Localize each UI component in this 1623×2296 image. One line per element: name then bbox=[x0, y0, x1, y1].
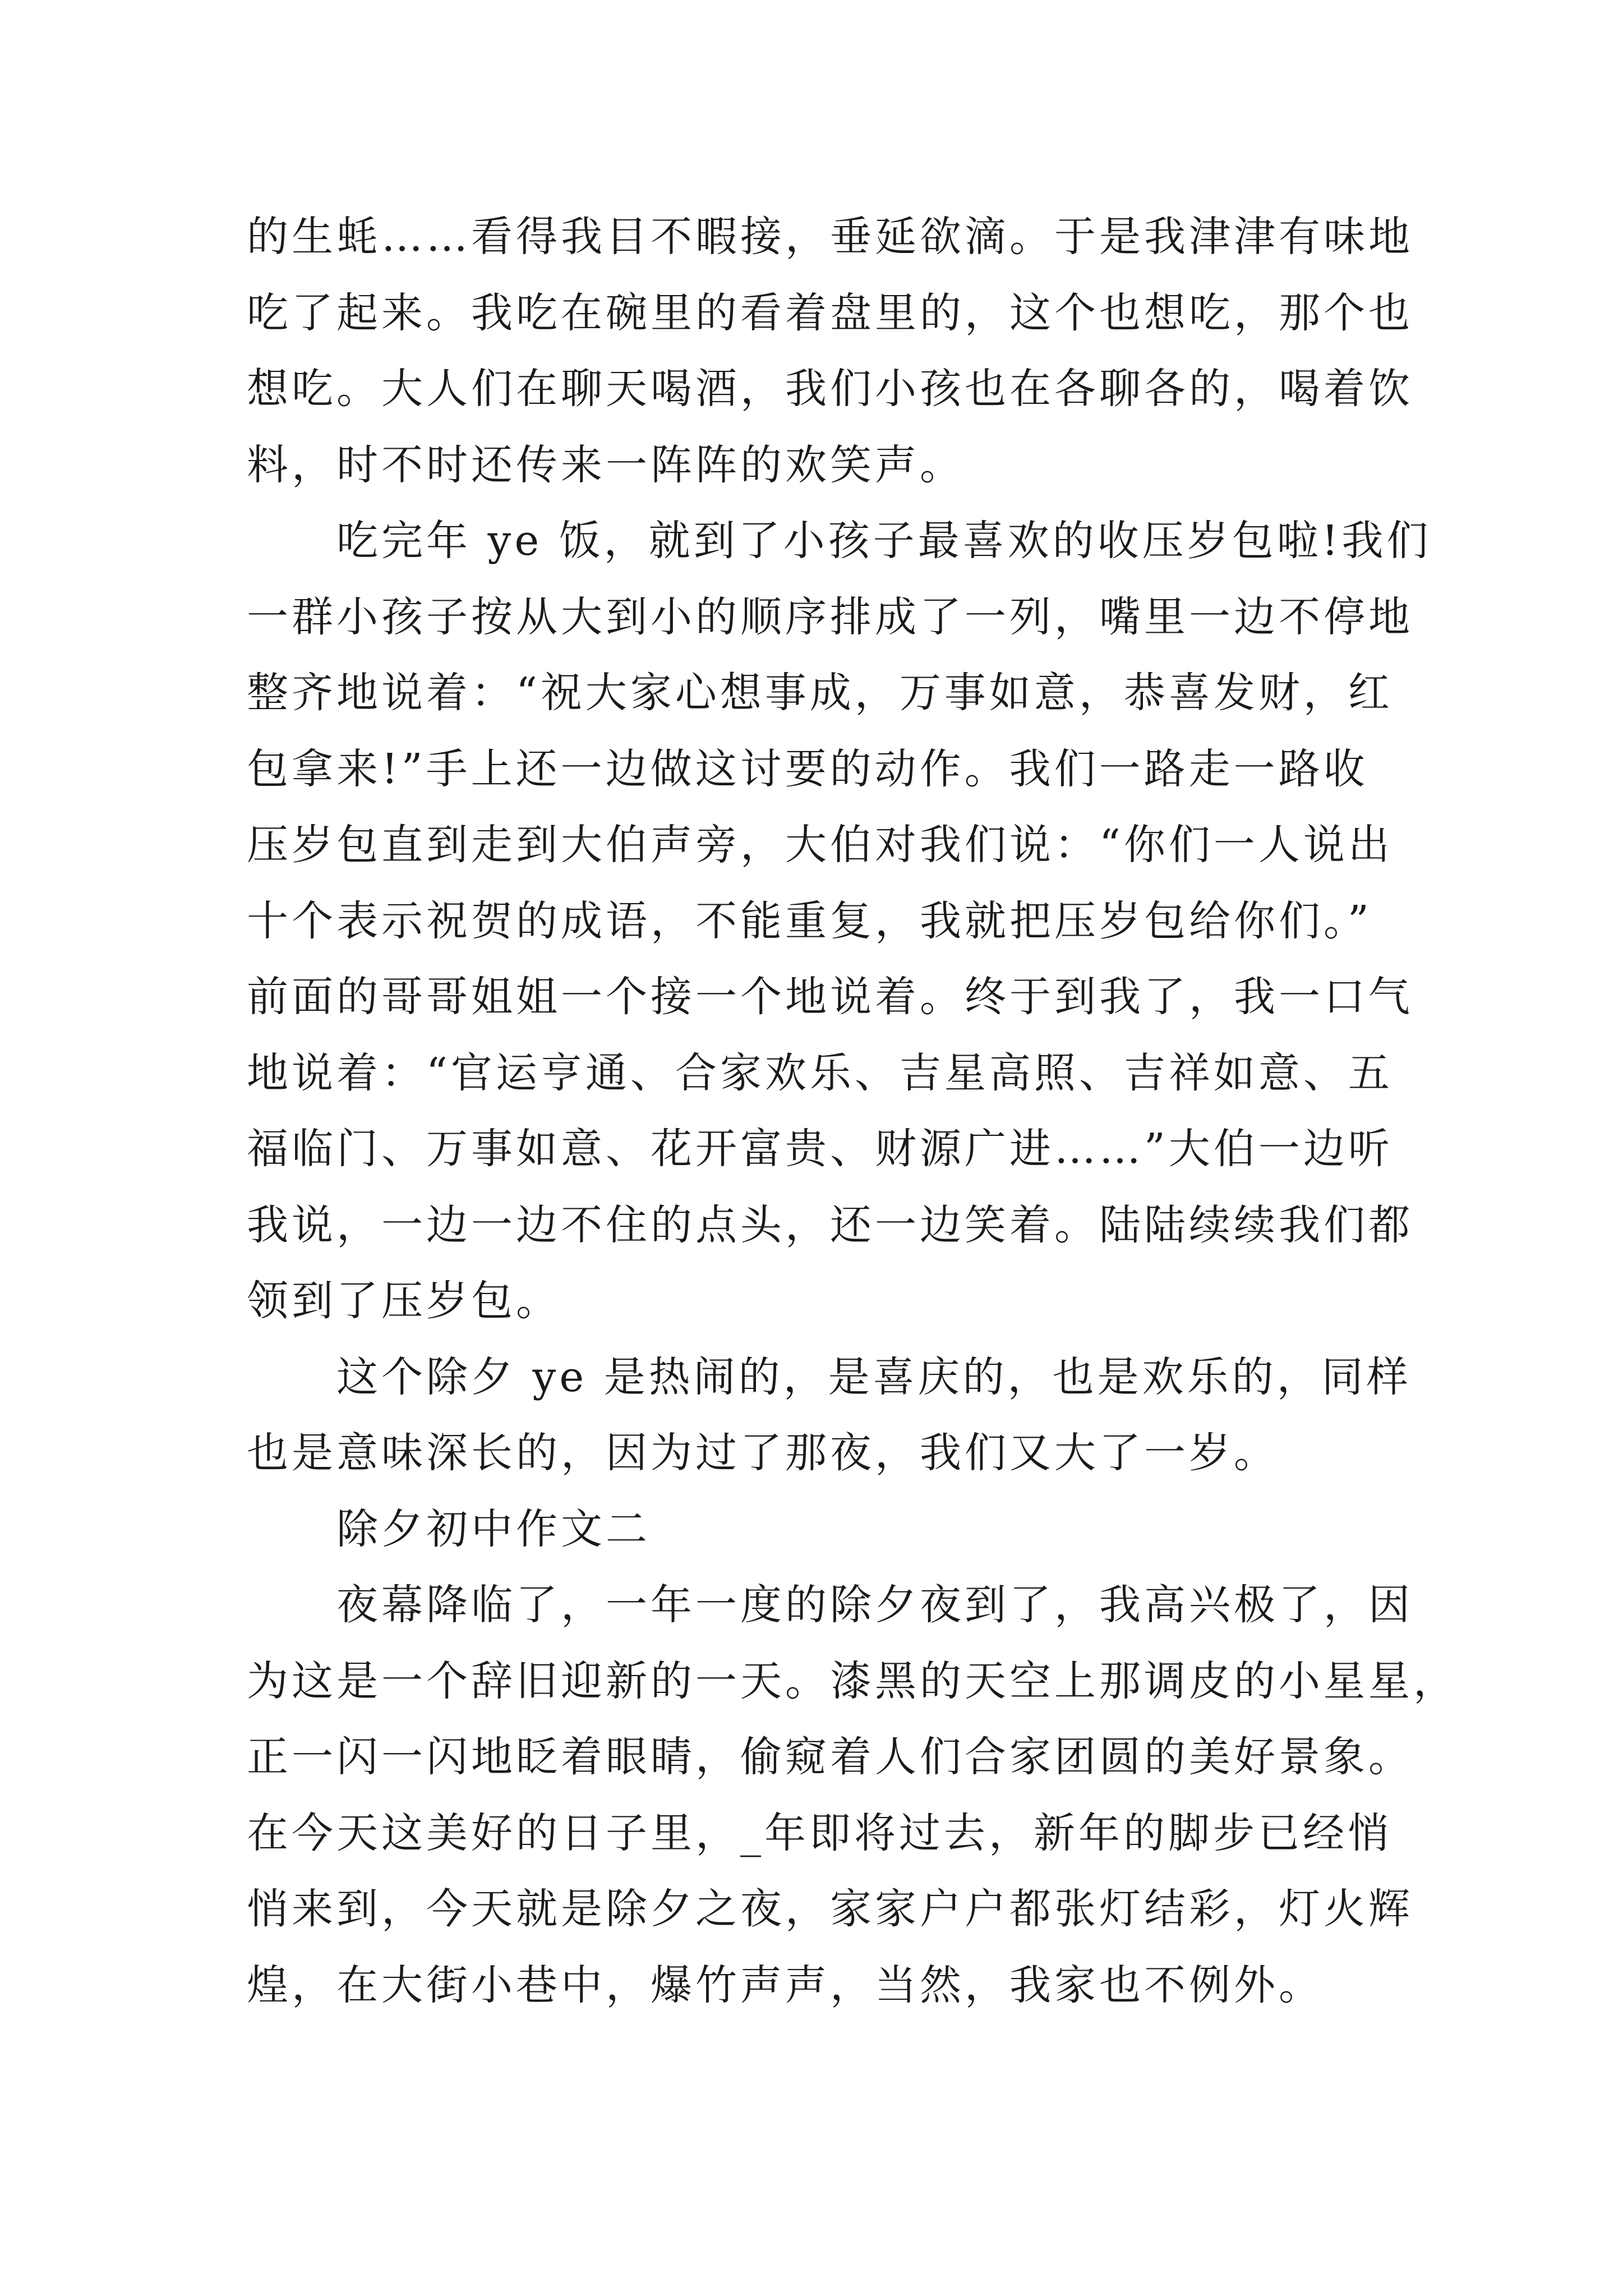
text-line: 地说着：“官运亨通、合家欢乐、吉星高照、吉祥如意、五 bbox=[247, 1048, 1393, 1097]
text-line: 正一闪一闪地眨着眼睛，偷窥着人们合家团圆的美好景象。 bbox=[247, 1733, 1413, 1781]
text-line: 也是意味深长的，因为过了那夜，我们又大了一岁。 bbox=[247, 1429, 1279, 1477]
paragraph-start-line: 夜幕降临了，一年一度的除夕夜到了，我高兴极了，因 bbox=[336, 1581, 1413, 1629]
text-line: 前面的哥哥姐姐一个接一个地说着。终于到我了，我一口气 bbox=[247, 973, 1413, 1021]
paragraph-start-line: 吃完年 ye 饭，就到了小孩子最喜欢的收压岁包啦!我们 bbox=[336, 517, 1432, 565]
text-line: 悄来到，今天就是除夕之夜，家家户户都张灯结彩，灯火辉 bbox=[247, 1885, 1413, 1933]
text-line: 想吃。大人们在聊天喝酒，我们小孩也在各聊各的，喝着饮 bbox=[247, 365, 1413, 413]
section-heading: 除夕初中作文二 bbox=[336, 1504, 651, 1553]
text-line: 十个表示祝贺的成语，不能重复，我就把压岁包给你们。” bbox=[247, 896, 1372, 945]
text-line: 煌，在大街小巷中，爆竹声声，当然，我家也不例外。 bbox=[247, 1961, 1324, 2009]
text-line: 领到了压岁包。 bbox=[247, 1277, 561, 1325]
text-line: 压岁包直到走到大伯声旁，大伯对我们说：“你们一人说出 bbox=[247, 821, 1393, 869]
text-line: 我说，一边一边不住的点头，还一边笑着。陆陆续续我们都 bbox=[247, 1200, 1413, 1249]
text-line: 料，时不时还传来一阵阵的欢笑声。 bbox=[247, 440, 965, 489]
paragraph-start-line: 这个除夕 ye 是热闹的，是喜庆的，也是欢乐的，同样 bbox=[336, 1352, 1412, 1401]
text-line: 整齐地说着：“祝大家心想事成，万事如意，恭喜发财，红 bbox=[247, 669, 1393, 717]
text-line: 在今天这美好的日子里，_年即将过去，新年的脚步已经悄 bbox=[247, 1809, 1393, 1857]
text-line: 包拿来!”手上还一边做这讨要的动作。我们一路走一路收 bbox=[247, 744, 1368, 793]
text-line: 一群小孩子按从大到小的顺序排成了一列，嘴里一边不停地 bbox=[247, 592, 1413, 641]
text-line: 为这是一个辞旧迎新的一天。漆黑的天空上那调皮的小星星， bbox=[247, 1657, 1458, 1705]
text-line: 吃了起来。我吃在碗里的看着盘里的，这个也想吃，那个也 bbox=[247, 288, 1413, 337]
text-line: 福临门、万事如意、花开富贵、财源广进……”大伯一边听 bbox=[247, 1125, 1393, 1173]
document-body bbox=[247, 199, 1458, 2023]
text-line: 的生蚝……看得我目不暇接，垂延欲滴。于是我津津有味地 bbox=[247, 213, 1413, 261]
